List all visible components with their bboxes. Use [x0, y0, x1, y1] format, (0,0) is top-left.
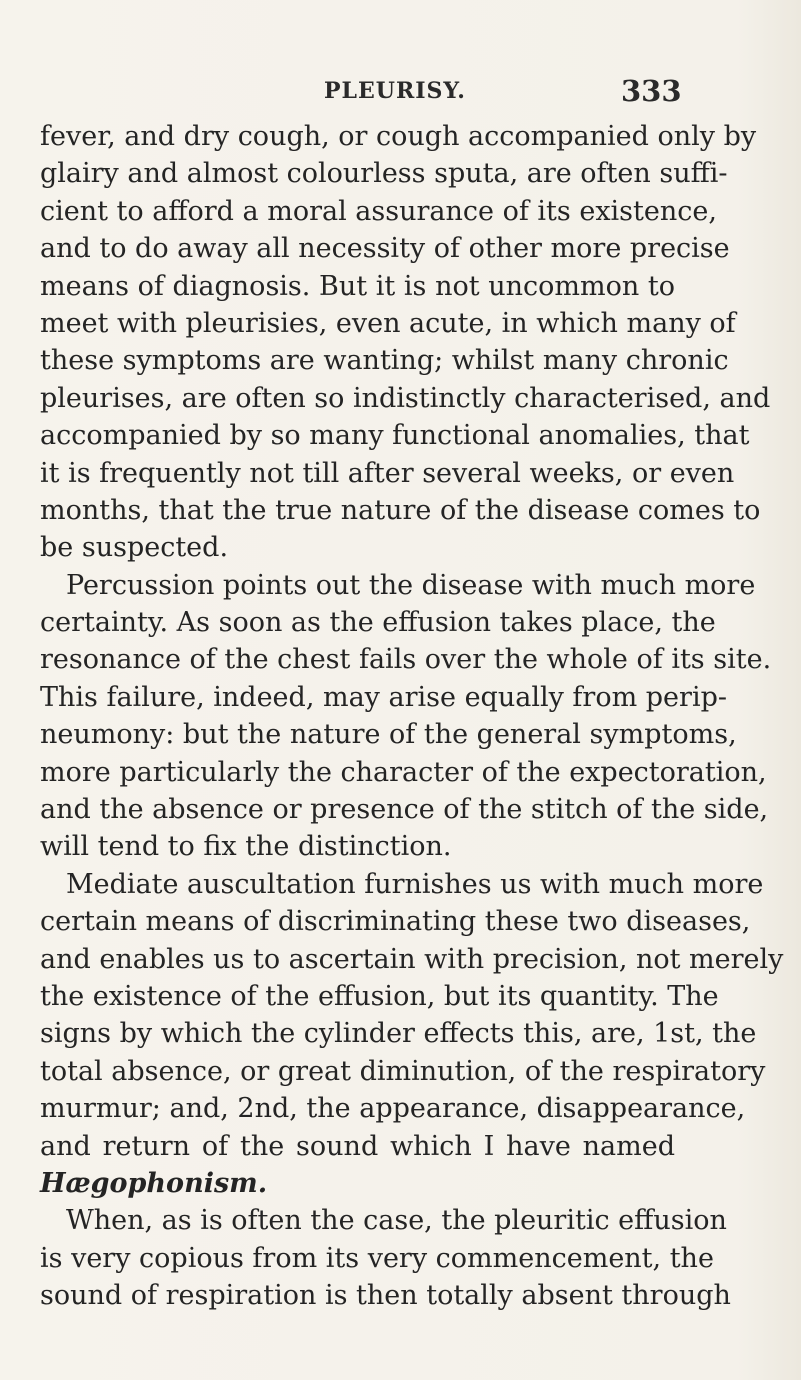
text-line: signs by which the cylinder effects this, are, 1st, the [40, 1018, 757, 1050]
text-line: the existence of the effusion, but its quantity. The [40, 980, 719, 1012]
text-line: meet with pleurisies, even acute, in which many of [40, 307, 736, 339]
text-line: fever, and dry cough, or cough accompanied only by [40, 121, 757, 152]
text-line: months, that the true nature of the disease comes to [40, 494, 761, 526]
text-line: neumony: but the nature of the general symptoms, [40, 719, 737, 751]
text-line: and enables us to ascertain with precision, not merely [40, 943, 784, 975]
text-line: This failure, indeed, may arise equally from perip- [40, 681, 727, 713]
text-line: Percussion points out the disease with much more [66, 569, 756, 601]
text-line: certain means of discriminating these two diseases, [40, 906, 751, 938]
paragraph-4 [40, 1202, 731, 1314]
text-line: Mediate auscultation furnishes us with much more [66, 868, 764, 900]
text-line: these symptoms are wanting; whilst many chronic [40, 345, 729, 377]
text-line: pleurises, are often so indistinctly characterised, and [40, 382, 771, 414]
running-header [40, 74, 682, 112]
text-line: and the absence or presence of the stitch of the side, [40, 794, 769, 826]
running-title: PLEURISY. [324, 78, 466, 104]
text-line: is very copious from its very commencement, the [40, 1242, 714, 1274]
text-line: and return of the sound which I have named [40, 1130, 675, 1162]
text-line: glairy and almost colourless sputa, are often suffi- [40, 158, 728, 190]
page-number: 333 [621, 74, 682, 108]
text-line: more particularly the character of the expectoration, [40, 756, 767, 788]
body-text [40, 118, 784, 1315]
text-line: When, as is often the case, the pleuritic effusion [66, 1205, 727, 1237]
italic-term: Hægophonism. [40, 1167, 268, 1199]
text-line: total absence, or great diminution, of the respiratory [40, 1055, 766, 1087]
paragraph-3 [40, 866, 784, 1203]
text-line: it is frequently not till after several weeks, or even [40, 457, 735, 489]
text-line: accompanied by so many functional anomalies, that [40, 420, 750, 452]
paragraph-1 [40, 118, 771, 567]
text-line: murmur; and, 2nd, the appearance, disappearance, [40, 1093, 746, 1125]
text-line: sound of respiration is then totally absent through [40, 1280, 731, 1312]
text-line: resonance of the chest fails over the whole of its site. [40, 644, 772, 676]
text-line: and to do away all necessity of other more precise [40, 233, 730, 265]
text-line: cient to afford a moral assurance of its existence, [40, 195, 717, 227]
text-line: will tend to fix the distinction. [40, 831, 452, 863]
text-line: means of diagnosis. But it is not uncommon to [40, 270, 675, 302]
text-line: certainty. As soon as the effusion takes place, the [40, 607, 716, 639]
paragraph-2 [40, 567, 772, 866]
text-line: be suspected. [40, 532, 229, 564]
